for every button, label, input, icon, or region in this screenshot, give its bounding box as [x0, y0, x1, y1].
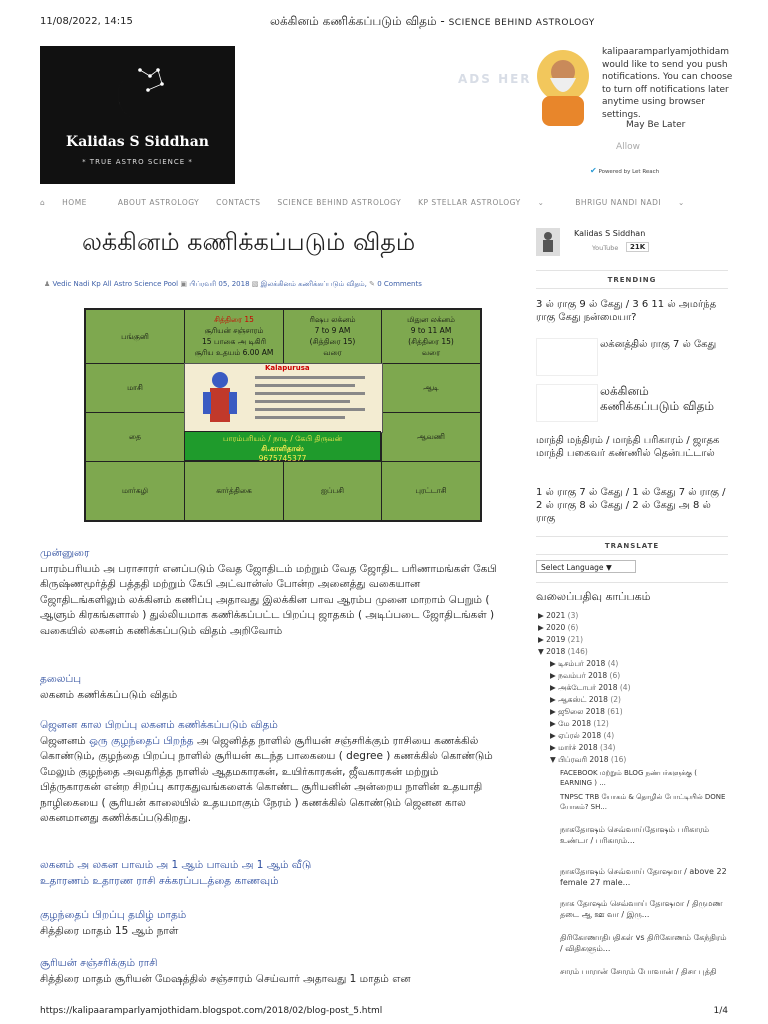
archive-month[interactable]: ▶ ஜூலை 2018 (61)	[550, 707, 623, 716]
chart-cell-line: 7 to 9 AM	[314, 326, 351, 335]
archive-month-label: அக்டோபர் 2018	[558, 683, 618, 692]
nav-home-label: HOME	[62, 198, 87, 207]
divider	[536, 554, 728, 555]
archive-month-label: பிப்ரவரி 2018	[558, 755, 609, 764]
archive-month-label: ஏப்ரல் 2018	[558, 731, 602, 740]
post-title: லக்கினம் கணிக்கப்படும் விதம்	[82, 228, 416, 256]
birth-text-1: ஜெனனம்	[40, 734, 86, 747]
main-nav	[40, 198, 685, 214]
chart-cell-label: ஐப்பசி	[320, 486, 345, 495]
archive-count: (12)	[593, 719, 609, 728]
chart-cell-label: மார்கழி	[121, 486, 149, 495]
archive-year-label: 2018	[546, 647, 566, 656]
chart-cell-line: 9 to 11 AM	[410, 326, 452, 335]
author-band	[184, 431, 381, 461]
archive-month[interactable]: ▶ ஆகஸ்ட் 2018 (2)	[550, 695, 621, 704]
chart-cell-line: ரிஷப லக்னம்	[309, 315, 356, 324]
archive-year-label: 2021	[546, 611, 566, 620]
trending-item[interactable]: 1 ல் ராகு 7 ல் கேது / 1 ல் கேது 7 ல் ராகு / 2 ல் ராகு 8 ல் கேது / 2 ல் கேது அ 8 ல் ராகு	[536, 487, 726, 524]
chart-cell-label: புரட்டாசி	[415, 486, 447, 495]
archive-post[interactable]: நாகதோஷம் செவ்வாய்தோஷம் பரிகாரம் உண்டா / பரிகாரம்...	[560, 825, 710, 845]
chart-cell-label: தை	[129, 432, 141, 441]
archive-month[interactable]: ▶ ஏப்ரல் 2018 (4)	[550, 731, 615, 740]
divider	[536, 270, 728, 271]
print-title-ta: லக்கினம் கணிக்கப்படும் விதம் -	[270, 14, 449, 28]
archive-year-2019[interactable]: ▶ 2019 (21)	[538, 635, 584, 644]
band-line: சி.காளிதாஸ்	[261, 444, 304, 453]
check-badge-icon: ✔	[590, 166, 597, 175]
birth-paragraph	[40, 734, 500, 827]
birth-section	[40, 718, 500, 827]
rasi-chart	[84, 308, 482, 522]
archive-month-label: ஜூலை 2018	[558, 707, 605, 716]
archive-month-label: மே 2018	[558, 719, 591, 728]
archive-month[interactable]: ▶ மார்ச் 2018 (34)	[550, 743, 616, 752]
profile-figure-icon	[536, 228, 560, 256]
archive-post[interactable]: நாக தோஷம் செவ்வாய் தோஷமா / திருமண தடை ஆ ஊ வா / இரு...	[560, 899, 723, 919]
sun-paragraph: சித்திரை மாதம் சூரியன் மேஷத்தில் சஞ்சாரம் செய்வார் அதாவது 1 மாதம் என	[40, 972, 411, 985]
allow-button[interactable]: Allow	[616, 142, 641, 152]
kalapurusa-title: Kalapurusa	[265, 364, 310, 372]
chart-cell-line: (சித்திரை 15)	[309, 337, 356, 346]
archive-post[interactable]: TNPSC TRB யோகம் & தொழில் போட்டியில் DONE யோகம்? SH...	[560, 793, 726, 811]
trending-item[interactable]: லக்கினம் கணிக்கப்படும் விதம்	[600, 384, 715, 413]
powered-by-text: Powered by Let Reach	[598, 169, 660, 175]
trending-item[interactable]: 3 ல் ராகு 9 ல் கேது / 3 6 11 ல் அமர்ந்த ராகு கேது நன்மையா?	[536, 299, 717, 323]
trending-item[interactable]: லக்னத்தில் ராகு 7 ல் கேது	[600, 339, 717, 350]
archive-count: (146)	[567, 647, 588, 656]
push-notification-popup	[530, 46, 733, 176]
chart-cell-panguni	[85, 309, 185, 364]
chart-cell-label: பங்குனி	[121, 331, 149, 341]
chart-cell-karthigai	[184, 461, 284, 521]
language-select-value: Select Language	[541, 563, 604, 572]
chart-cell-aadi	[381, 363, 481, 413]
kalapurusa-image	[184, 363, 383, 433]
chart-cell-line: வரை	[421, 348, 441, 357]
print-page-number: 1/4	[713, 1006, 728, 1016]
trending-item[interactable]: மாந்தி மந்திரம் / மாந்தி பரிகாரம் / ஜாதக மாந்தி பகைவர் கண்ணில் தென்பட்டால்	[536, 435, 720, 459]
title-paragraph: லகனம் கணிக்கப்படும் விதம்	[40, 688, 178, 701]
logo-tagline: * TRUE ASTRO SCIENCE *	[82, 158, 193, 166]
chart-cell-label: மாசி	[127, 383, 143, 392]
trending-heading: TRENDING	[607, 276, 657, 284]
intro-heading: முன்னுரை	[40, 547, 90, 559]
archive-count: (3)	[567, 611, 579, 620]
chart-cell-thai	[85, 412, 185, 462]
dropdown-arrow-icon: ▼	[605, 563, 612, 572]
nav-home[interactable]	[40, 198, 101, 207]
chart-cell-masi	[85, 363, 185, 413]
chart-cell-line: 15 பாகை அ டிகிரி	[202, 337, 266, 346]
print-date: 11/08/2022, 14:15	[40, 16, 133, 27]
archive-year-2018[interactable]: ▼ 2018 (146)	[538, 647, 588, 656]
nav-about-astrology[interactable]: ABOUT ASTROLOGY	[117, 198, 200, 207]
chart-cell-line: சூரிய உதயம் 6.00 AM	[194, 348, 274, 357]
archive-post[interactable]: திரிகோணாதிபதிகள் vs திரிகோணம் கேந்திரம் / விதிகளும்...	[560, 933, 727, 953]
chart-cell-label: ஆவணி	[417, 432, 445, 441]
archive-count: (61)	[607, 707, 623, 716]
chart-cell-rishaba	[283, 309, 382, 364]
divider	[536, 536, 728, 537]
youtube-subscriber-count: 21K	[626, 242, 649, 252]
archive-count: (6)	[609, 671, 621, 680]
trending-thumbnail[interactable]	[536, 338, 598, 376]
chart-cell-aippasi	[283, 461, 382, 521]
archive-count: (2)	[610, 695, 621, 704]
intro-section	[40, 546, 500, 639]
nav-bhrigu-nandi-nadi[interactable]	[575, 198, 699, 207]
chart-cell-chithirai	[184, 309, 284, 364]
month-section	[40, 908, 500, 939]
band-phone: 9675745377	[258, 454, 307, 463]
profile-name[interactable]: Kalidas S Siddhan	[574, 229, 646, 238]
user-icon: ♟	[44, 280, 51, 288]
title-heading: தலைப்பு	[40, 673, 82, 685]
sun-heading: சூரியன் சஞ்சரிக்கும் ராசி	[40, 957, 158, 969]
archive-count: (4)	[607, 659, 619, 668]
birth-text-2: அ ஜெனித்த நாளில் சூரியன் சஞ்சரிக்கும் ராசியை கணக்கில் கொண்டும், குழந்தை பிறப்பு நாளில் சூரியன் கடந்த பாகையை ( degree ) கணக்கில் கொண்டும் மேலும் குழந்தை அவதரித்த நாளில் ஆதமகாரகன், உயிர்காரகன், ஜீவகாரகன் மற்றும் பித்ருகாரகன் என்ற சிறப்பு காரகதுவங்களைக் கொண்ட சூரியனின் அன்றைய நாளின் உதயாதி நாழிகையை ( சூரியன் காலையில் உதயமாகும் நேரம் ) கணக்கில் கொண்டும் ஜெனன கால லகனமானது கணிக்கப்படுகிறது.	[40, 734, 493, 824]
language-select[interactable]	[536, 560, 636, 573]
may-be-later-button[interactable]: May Be Later	[626, 120, 686, 130]
archive-post[interactable]: சாரம் பாரான் சோரம் போவான் / திசா புத்தி	[560, 967, 717, 976]
lagna-section	[40, 858, 500, 889]
divider	[536, 288, 728, 289]
trending-thumbnail[interactable]	[536, 384, 598, 422]
archive-heading: வலைப்பதிவு காப்பகம்	[536, 590, 651, 603]
home-icon: ⌂	[40, 198, 46, 207]
sage-avatar	[530, 46, 596, 126]
site-logo[interactable]	[40, 46, 235, 184]
kalapurusa-figure	[185, 364, 382, 432]
calendar-icon: ▣	[180, 280, 187, 288]
archive-count: (16)	[610, 755, 627, 764]
chart-cell-aavani	[381, 412, 481, 462]
chart-cell-mithuna	[381, 309, 481, 364]
chevron-down-icon: ⌄	[537, 198, 545, 207]
chart-cell-purattasi	[381, 461, 481, 521]
birth-heading: ஜெனன கால பிறப்பு லகனம் கணிக்கப்படும் விதம்	[40, 719, 278, 731]
chart-cell-line: சூரியன் சஞ்சாரம்	[204, 326, 264, 335]
post-meta	[44, 280, 422, 289]
title-section	[40, 672, 500, 703]
chart-cell-label: ஆடி	[423, 383, 439, 392]
chevron-down-icon: ⌄	[678, 198, 685, 207]
archive-post[interactable]: நாகதோஷம் செவ்வாய் தோஷமா / above 22 female 27 male...	[560, 867, 727, 887]
post-author[interactable]: Vedic Nadi Kp All Astro Science Pool	[52, 280, 179, 288]
archive-month[interactable]: ▶ நவம்பர் 2018 (6)	[550, 671, 621, 680]
profile-avatar[interactable]	[536, 228, 560, 256]
archive-count: (4)	[619, 683, 631, 692]
chart-cell-margazhi	[85, 461, 185, 521]
chart-cell-line: மிதுன லக்னம்	[407, 315, 455, 324]
archive-post[interactable]: FACEBOOK மற்றும் BLOG நண்பர்களுக்கு ( EARNING ) ...	[560, 769, 697, 787]
post-comments[interactable]: 0 Comments	[377, 280, 422, 288]
folder-icon: ▧	[251, 280, 259, 288]
month-heading: குழந்தைப் பிறப்பு தமிழ் மாதம்	[40, 909, 187, 921]
band-line: பாரம்பரியம் / நாடி / கேபி திருவன்	[222, 434, 343, 443]
chart-cell-label: கார்த்திகை	[216, 486, 252, 495]
intro-paragraph: பாரம்பரியம் அ பராசாரர் எனப்படும் வேத ஜோதிடம் மற்றும் வேத ஜோதிட பரிணாமங்கள் கேபி கிருஷ்ணமூர்த்தி பத்ததி மற்றும் கேபி அட்வான்ஸ் போன்ற அனைத்து வகையான ஜோதிடங்களிலும் லக்கினம் கணிப்பு அதாவது இலக்கின பாவ ஆரம்ப முனை மாறாம் பெறும் ( ஆளும் கிரகங்களால் ) துல்லியமாக கணிக்கப்பட்ட பிறப்பு ஜாதகம் ( அடிப்படை ஜோதிடங்கள் ) வகையில் லகனம் கணிக்கப்படும் விதம் அறிவோம்	[40, 562, 497, 637]
archive-count: (6)	[567, 623, 579, 632]
archive-month[interactable]: ▶ அக்டோபர் 2018 (4)	[550, 683, 631, 692]
nav-contacts[interactable]: CONTACTS	[216, 198, 261, 207]
example-heading: உதாரணம் உதாரண ராசி சக்கரப்படத்தை காணவும்	[40, 874, 279, 887]
chart-cell-line: சித்திரை 15	[214, 315, 254, 324]
chart-cell-line: (சித்திரை 15)	[408, 337, 454, 346]
archive-month[interactable]: ▼ பிப்ரவரி 2018 (16)	[550, 755, 627, 764]
moon-constellation-icon	[110, 60, 168, 130]
ads-banner-text: ADS HER	[458, 72, 532, 86]
chart-cell-line: வரை	[323, 348, 342, 357]
archive-year-label: 2019	[546, 635, 566, 644]
logo-name: Kalidas S Siddhan	[66, 134, 209, 150]
month-paragraph: சித்திரை மாதம் 15 ஆம் நாள்	[40, 924, 179, 937]
birth-link[interactable]: ஒரு குழந்தைப் பிறந்த	[89, 734, 194, 747]
sun-section	[40, 956, 500, 987]
post-date: பிப்ரவரி 05, 2018	[189, 280, 250, 288]
archive-year-2021[interactable]: ▶ 2021 (3)	[538, 611, 579, 620]
print-footer	[40, 1006, 728, 1020]
print-header	[40, 16, 728, 34]
powered-by	[590, 166, 659, 175]
print-url: https://kalipaaramparlyamjothidam.blogspot.com/2018/02/blog-post_5.html	[40, 1006, 383, 1016]
print-title-en: SCIENCE BEHIND ASTROLOGY	[448, 18, 595, 28]
archive-month-label: டிசம்பர் 2018	[558, 659, 606, 668]
post-label[interactable]: இலக்கினம் கணிக்கப்படும் விதம்,	[260, 280, 367, 288]
archive-month-label: ஆகஸ்ட் 2018	[558, 695, 608, 704]
divider	[536, 582, 728, 583]
print-title	[270, 14, 595, 30]
push-message: kalipaaramparlyamjothidam would like to send you push notifications. You can choose to turn off notifications later anytime using browser settings.	[602, 47, 733, 120]
nav-kp-label: KP STELLAR ASTROLOGY	[418, 198, 521, 207]
youtube-label[interactable]: YouTube	[592, 244, 619, 252]
nav-bhrigu-label: BHRIGU NANDI NADI	[575, 198, 662, 207]
archive-month[interactable]: ▶ மே 2018 (12)	[550, 719, 609, 728]
archive-count: (4)	[603, 731, 615, 740]
translate-heading: TRANSLATE	[604, 542, 660, 550]
archive-year-2020[interactable]: ▶ 2020 (6)	[538, 623, 579, 632]
archive-count: (21)	[567, 635, 584, 644]
comment-icon: ✎	[369, 280, 375, 288]
nav-science-behind-astrology[interactable]: SCIENCE BEHIND ASTROLOGY	[277, 198, 402, 207]
nav-kp-stellar-astrology[interactable]	[418, 198, 558, 207]
archive-month-label: மார்ச் 2018	[558, 743, 598, 752]
archive-year-label: 2020	[546, 623, 566, 632]
archive-count: (34)	[600, 743, 616, 752]
archive-month-label: நவம்பர் 2018	[558, 671, 608, 680]
lagna-heading: லகனம் அ லகன பாவம் அ 1 ஆம் பாவம் அ 1 ஆம் வீடு	[40, 859, 312, 871]
archive-month[interactable]: ▶ டிசம்பர் 2018 (4)	[550, 659, 619, 668]
